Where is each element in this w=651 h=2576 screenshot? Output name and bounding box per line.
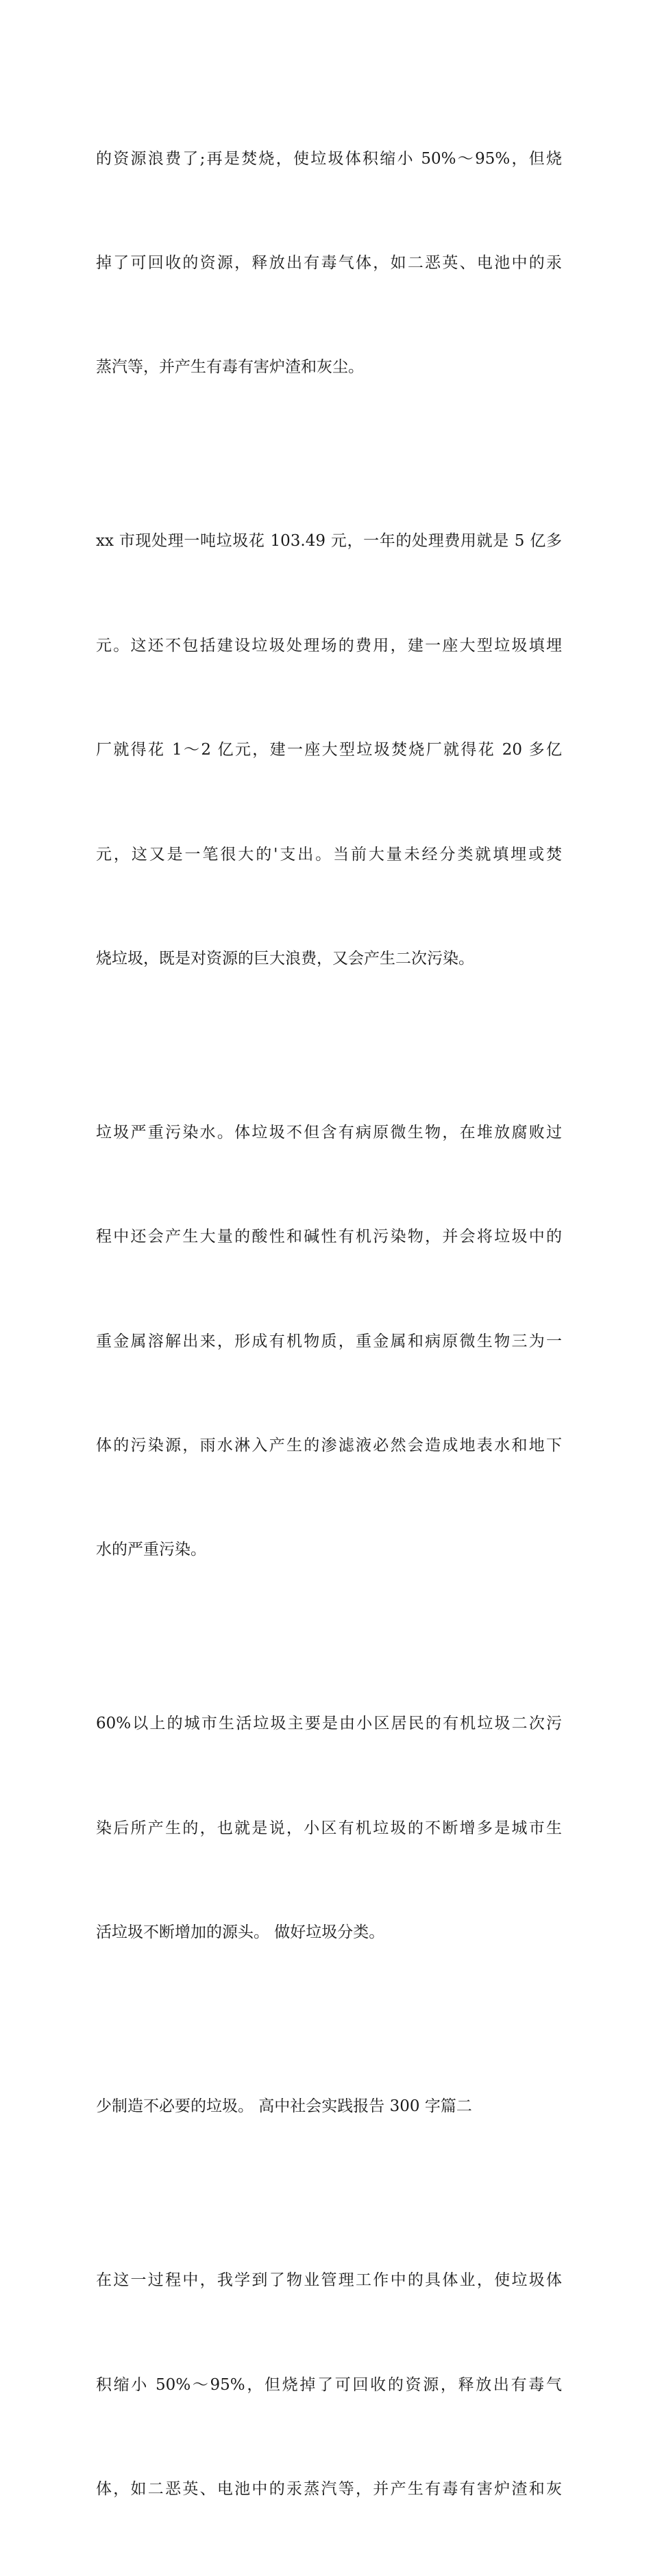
text-line: 重金属溶解出来，形成有机物质，重金属和病原微生物三为一 xyxy=(96,1332,562,1350)
text-line: 少制造不必要的垃圾。 高中社会实践报告 300 字篇二 xyxy=(96,2097,472,2116)
text-line: 体，如二恶英、电池中的汞蒸汽等，并产生有毒有害炉渣和灰 xyxy=(96,2479,562,2498)
text-line: 厂就得花 1～2 亿元，建一座大型垃圾焚烧厂就得花 20 多亿 xyxy=(96,741,562,759)
text-line: 蒸汽等，并产生有毒有害炉渣和灰尘。 xyxy=(96,358,364,377)
text-line: xx 市现处理一吨垃圾花 103.49 元，一年的处理费用就是 5 亿多 xyxy=(96,532,562,551)
paragraph-5 xyxy=(96,2020,562,2194)
text-line: 染后所产生的，也就是说，小区有机垃圾的不断增多是城市生 xyxy=(96,1819,562,1837)
text-line: 程中还会产生大量的酸性和碱性有机污染物，并会将垃圾中的 xyxy=(96,1228,562,1246)
text-line: 元。这还不包括建设垃圾处理场的费用，建一座大型垃圾填埋 xyxy=(96,636,562,655)
paragraph-1 xyxy=(96,72,562,455)
text-line: 在这一过程中，我学到了物业管理工作中的具体业，使垃圾体 xyxy=(96,2271,562,2290)
paragraph-3 xyxy=(96,1046,562,1637)
text-line: 烧垃圾，既是对资源的巨大浪费，又会产生二次污染。 xyxy=(96,949,474,968)
text-line: 体的污染源，雨水淋入产生的渗滤液必然会造成地表水和地下 xyxy=(96,1437,562,1455)
text-line: 水的严重污染。 xyxy=(96,1541,206,1559)
text-line: 掉了可回收的资源，释放出有毒气体，如二恶英、电池中的汞 xyxy=(96,253,562,272)
text-line: 60%以上的城市生活垃圾主要是由小区居民的有机垃圾二次污 xyxy=(96,1715,562,1733)
paragraph-4 xyxy=(96,1637,562,2020)
paragraph-6 xyxy=(96,2194,562,2576)
text-line: 活垃圾不断增加的源头。 做好垃圾分类。 xyxy=(96,1923,385,1942)
text-line: 积缩小 50%～95%，但烧掉了可回收的资源，释放出有毒气 xyxy=(96,2375,562,2394)
text-line: 垃圾严重污染水。体垃圾不但含有病原微生物，在堆放腐败过 xyxy=(96,1123,562,1141)
paragraph-2 xyxy=(96,455,562,1046)
text-line: 元，这又是一笔很大的'支出。当前大量未经分类就填埋或焚 xyxy=(96,845,562,863)
document-body xyxy=(96,72,562,2576)
text-line: 的资源浪费了;再是焚烧，使垃圾体积缩小 50%～95%，但烧 xyxy=(96,149,562,168)
